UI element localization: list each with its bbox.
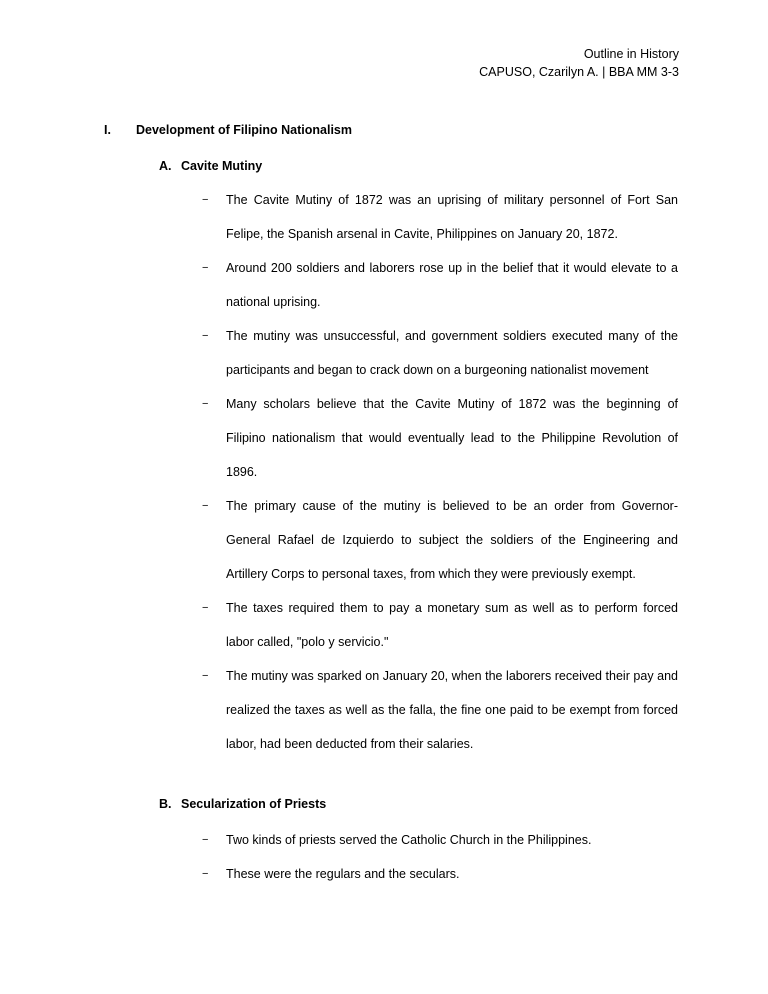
subsection-heading-b xyxy=(159,797,326,811)
bullet-list-b xyxy=(202,823,678,891)
dash-marker: − xyxy=(202,670,209,682)
list-item xyxy=(202,489,678,591)
page-header xyxy=(479,45,679,81)
subsection-title: Secularization of Priests xyxy=(181,797,327,811)
subsection-title: Cavite Mutiny xyxy=(181,159,263,173)
bullet-text: The mutiny was unsuccessful, and government soldiers executed many of the participants and began to crack down on a burgeoning nationalist movement xyxy=(226,329,678,377)
dash-marker: − xyxy=(202,868,209,880)
dash-marker: − xyxy=(202,330,209,342)
header-title: Outline in History xyxy=(583,47,679,61)
dash-marker: − xyxy=(202,834,209,846)
section-title: Development of Filipino Nationalism xyxy=(136,123,352,137)
section-heading xyxy=(104,123,352,137)
subsection-letter: B. xyxy=(159,797,172,811)
dash-marker: − xyxy=(202,500,209,512)
list-item xyxy=(202,183,678,251)
bullet-text: These were the regulars and the seculars. xyxy=(226,867,460,881)
dash-marker: − xyxy=(202,398,209,410)
bullet-list-a xyxy=(202,183,678,761)
subsection-heading-a xyxy=(159,159,262,173)
list-item xyxy=(202,857,678,891)
bullet-text: The primary cause of the mutiny is believed to be an order from Governor-General Rafael de Izquierdo to subject the soldiers of the Engineering and Artillery Corps to personal taxes, from which they were previously exempt. xyxy=(226,499,678,581)
list-item xyxy=(202,823,678,857)
list-item xyxy=(202,251,678,319)
dash-marker: − xyxy=(202,602,209,614)
subsection-letter: A. xyxy=(159,159,172,173)
list-item xyxy=(202,659,678,761)
dash-marker: − xyxy=(202,194,209,206)
bullet-text: The taxes required them to pay a monetary sum as well as to perform forced labor called, "polo y servicio." xyxy=(226,601,678,649)
bullet-text: Two kinds of priests served the Catholic Church in the Philippines. xyxy=(226,833,592,847)
bullet-text: The Cavite Mutiny of 1872 was an uprising of military personnel of Fort San Felipe, the Spanish arsenal in Cavite, Philippines on January 20, 1872. xyxy=(226,193,678,241)
dash-marker: − xyxy=(202,262,209,274)
bullet-text: Around 200 soldiers and laborers rose up in the belief that it would elevate to a national uprising. xyxy=(226,261,678,309)
list-item xyxy=(202,319,678,387)
bullet-text: Many scholars believe that the Cavite Mutiny of 1872 was the beginning of Filipino nationalism that would eventually lead to the Philippine Revolution of 1896. xyxy=(226,397,678,479)
header-author: CAPUSO, Czarilyn A. | BBA MM 3-3 xyxy=(479,65,679,79)
list-item xyxy=(202,387,678,489)
list-item xyxy=(202,591,678,659)
section-number: I. xyxy=(104,123,111,137)
bullet-text: The mutiny was sparked on January 20, when the laborers received their pay and realized the taxes as well as the falla, the fine one paid to be exempt from forced labor, had been deducted from their salaries. xyxy=(226,669,678,751)
